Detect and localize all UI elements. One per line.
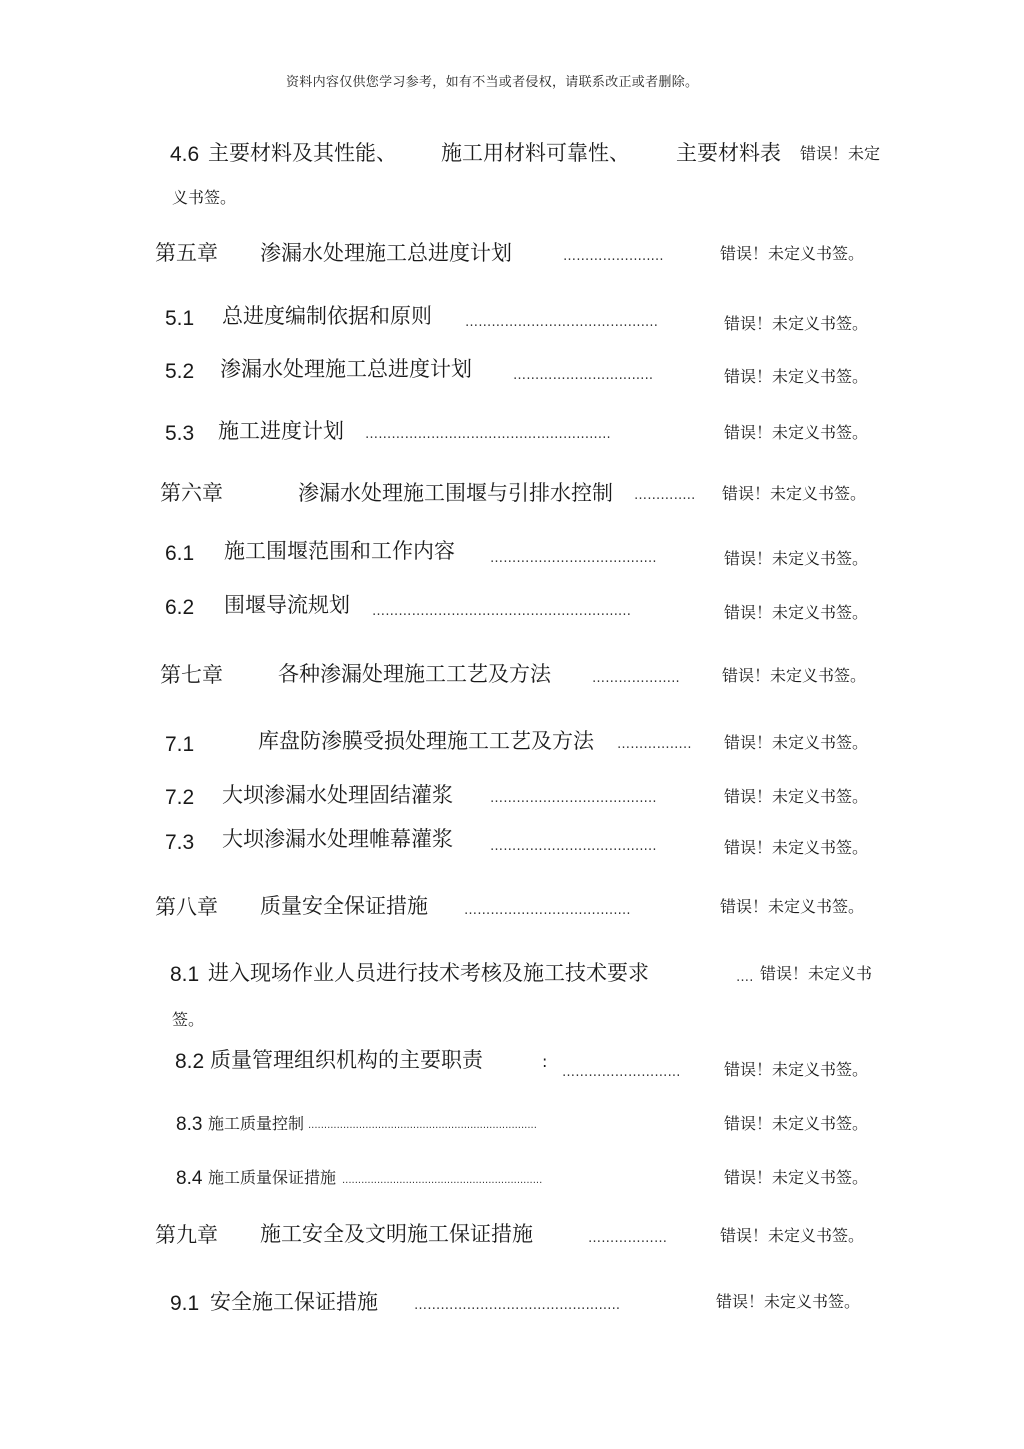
toc-entry-title: 施工用材料可靠性、 [441,141,630,165]
toc-entry-error-text: 错误！未定义书签。 [724,603,869,622]
toc-entry-error-text: 错误！未定义书签。 [724,549,869,568]
toc-entry-error-text: 错误！未定 [800,144,881,163]
toc-leader-dots: ............................................................... [342,1175,543,1186]
toc-entry-title: 渗漏水处理施工围堰与引排水控制 [298,481,613,505]
toc-entry-title: 总进度编制依据和原则 [222,304,432,328]
toc-entry-title: 施工安全及文明施工保证措施 [260,1222,533,1246]
toc-entry-title: 施工围堰范围和工作内容 [224,539,455,563]
toc-entry-error-text: 错误！未定义书签。 [722,484,867,503]
toc-entry-title: 质量管理组织机构的主要职责 [210,1048,483,1072]
toc-entry-error-text: 签。 [172,1010,205,1029]
toc-entry-number: 7.2 [165,786,195,809]
toc-entry-number: 5.2 [165,360,195,383]
toc-leader-dots: …………………………………........ [414,1298,621,1313]
toc-entry-number: 5.3 [165,422,195,445]
toc-entry-error-text: 错误！未定义书签。 [724,1060,869,1079]
toc-entry-number: 7.1 [165,733,195,756]
toc-entry-title: 渗漏水处理施工总进度计划 [220,357,472,381]
toc-entry-number: 8.4 [176,1168,203,1189]
toc-entry-title: 进入现场作业人员进行技术考核及施工技术要求 [208,961,649,985]
toc-entry-title: 质量安全保证措施 [260,894,428,918]
toc-entry-title: 各种渗漏处理施工工艺及方法 [278,662,551,686]
toc-leader-dots: ……………… [588,1231,668,1246]
toc-leader-dots: ……………………………………………........ [372,604,632,619]
toc-entry-number: 6.1 [165,542,195,565]
toc-leader-dots: …. [736,970,754,985]
toc-entry-error-text: 错误！未定义书签。 [724,1168,869,1187]
toc-entry-number: 第五章 [155,241,218,265]
toc-entry-title: 渗漏水处理施工总进度计划 [260,241,512,265]
toc-entry-title: 大坝渗漏水处理帷幕灌浆 [222,827,453,851]
toc-entry-error-text: 错误！未定义书签。 [724,838,869,857]
toc-entry-number: 第六章 [160,481,223,505]
toc-leader-dots: ……………………........ [513,368,654,383]
toc-leader-dots: ………….. [634,488,696,503]
toc-entry-title: 库盘防渗膜受损处理施工工艺及方法 [258,729,594,753]
toc-leader-dots: ……………….. [592,671,680,686]
toc-entry-number: 5.1 [165,307,195,330]
toc-leader-dots: …………………………........ [490,791,657,806]
toc-leader-dots: ……………........ [563,249,664,264]
toc-entry-number: 8.3 [176,1114,203,1135]
toc-leader-dots: ……………………... [562,1065,681,1080]
toc-entry-number: 8.1 [170,963,200,986]
toc-entry-title: 主要材料表 [676,141,781,165]
toc-leader-dots: …………………………………………........ [365,427,611,442]
toc-leader-dots: …………………………........ [490,551,657,566]
toc-entry-error-text: 错误！未定义书 [760,964,873,983]
toc-entry-title: 施工进度计划 [218,419,344,443]
toc-entry-number: 第八章 [155,895,218,919]
toc-leader-dots: …………………………........ [490,839,657,854]
toc-entry-error-text: 错误！未定义书签。 [724,423,869,442]
toc-entry-colon: : [542,1052,548,1071]
toc-entry-error-text: 错误！未定义书签。 [724,787,869,806]
toc-entry-number: 8.2 [175,1050,205,1073]
toc-entry-error-text: 错误！未定义书签。 [720,1226,865,1245]
toc-leader-dots: ........................................................................ [308,1120,537,1131]
toc-entry-error-text: 错误！未定义书签。 [724,314,869,333]
toc-leader-dots: …………………………........ [464,903,631,918]
toc-entry-number: 4.6 [170,143,200,166]
toc-entry-title: 施工质量保证措施 [208,1168,337,1187]
toc-entry-error-text: 义书签。 [172,188,237,207]
toc-leader-dots: …………….. [617,737,692,752]
toc-entry-title: 围堰导流规划 [224,593,350,617]
toc-entry-error-text: 错误！未定义书签。 [716,1292,861,1311]
toc-entry-error-text: 错误！未定义书签。 [724,1114,869,1133]
page-header-disclaimer: 资料内容仅供您学习参考，如有不当或者侵权，请联系改正或者删除。 [286,75,699,90]
toc-entry-number: 第九章 [155,1223,218,1247]
toc-entry-title: 大坝渗漏水处理固结灌浆 [222,783,453,807]
toc-entry-number: 第七章 [160,663,223,687]
toc-entry-title: 安全施工保证措施 [210,1290,378,1314]
toc-entry-error-text: 错误！未定义书签。 [724,733,869,752]
toc-entry-number: 9.1 [170,1292,200,1315]
toc-entry-title: 施工质量控制 [208,1114,305,1133]
toc-entry-number: 6.2 [165,596,195,619]
toc-entry-error-text: 错误！未定义书签。 [722,666,867,685]
toc-entry-title: 主要材料及其性能、 [208,141,397,165]
toc-entry-error-text: 错误！未定义书签。 [724,367,869,386]
toc-entry-number: 7.3 [165,831,195,854]
toc-leader-dots: ………………………………........ [465,315,659,330]
toc-entry-error-text: 错误！未定义书签。 [720,897,865,916]
toc-entry-error-text: 错误！未定义书签。 [720,244,865,263]
